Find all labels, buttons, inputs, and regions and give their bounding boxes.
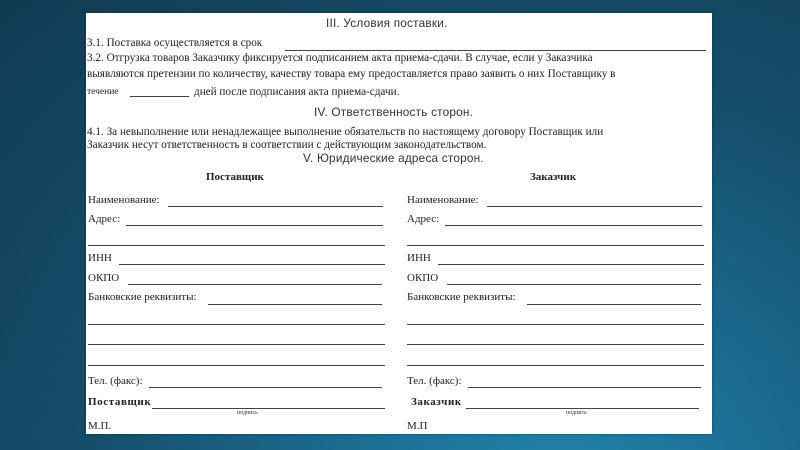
supplier-signature-field[interactable]: [152, 408, 385, 409]
clause-3-1: 3.1. Поставка осуществляется в срок: [87, 37, 263, 49]
section-4-title: IV. Ответственность сторон.: [314, 105, 474, 119]
supplier-signer-label: Поставщик: [88, 396, 152, 408]
customer-phone-field[interactable]: [468, 387, 701, 388]
supplier-address-field-2[interactable]: [88, 245, 385, 246]
clause-3-2-line-3-prefix: течение: [87, 87, 119, 97]
customer-inn-label: ИНН: [407, 252, 431, 264]
customer-bank-field[interactable]: [527, 304, 701, 305]
customer-name-label: Наименование:: [407, 194, 479, 206]
clause-3-2-line-2: выявляются претензии по количеству, качеству товара ему предоставляется право заявить о них Поставщику в: [87, 68, 616, 80]
supplier-okpo-field[interactable]: [128, 284, 382, 285]
supplier-bank-field-3[interactable]: [88, 344, 385, 345]
supplier-phone-label: Тел. (факс):: [88, 375, 143, 387]
customer-heading: Заказчик: [530, 171, 577, 183]
customer-bank-field-4[interactable]: [407, 365, 704, 366]
clause-3-2-line-3-suffix: дней после подписания акта приема-сдачи.: [194, 86, 400, 98]
supplier-bank-field-2[interactable]: [88, 324, 385, 325]
customer-phone-label: Тел. (факс):: [407, 375, 462, 387]
supplier-inn-field[interactable]: [119, 264, 385, 265]
clause-3-2-line-1: 3.2. Отгрузка товаров Заказчику фиксируется подписанием акта приема-сдачи. В случае, если у Заказчика: [87, 52, 593, 64]
customer-inn-field[interactable]: [438, 264, 704, 265]
supplier-signature-caption: подпись: [237, 410, 258, 416]
customer-okpo-label: ОКПО: [407, 272, 439, 284]
customer-signer-label: Заказчик: [411, 396, 462, 408]
customer-address-field-2[interactable]: [407, 245, 704, 246]
supplier-bank-label: Банковские реквизиты:: [88, 291, 197, 303]
supplier-phone-field[interactable]: [149, 387, 382, 388]
customer-seal-label: М.П: [407, 420, 428, 432]
customer-address-label: Адрес:: [407, 213, 440, 225]
customer-okpo-field[interactable]: [447, 284, 701, 285]
contract-page: [86, 13, 712, 434]
supplier-heading: Поставщик: [206, 171, 264, 183]
section-3-title: III. Условия поставки.: [326, 16, 448, 30]
section-5-title: V. Юридические адреса сторон.: [303, 151, 484, 165]
customer-bank-field-2[interactable]: [407, 324, 704, 325]
supplier-okpo-label: ОКПО: [88, 272, 120, 284]
customer-bank-field-3[interactable]: [407, 344, 704, 345]
supplier-inn-label: ИНН: [88, 252, 112, 264]
customer-signature-field[interactable]: [466, 408, 699, 409]
supplier-seal-label: М.П.: [88, 420, 112, 432]
supplier-name-label: Наименование:: [88, 194, 160, 206]
supplier-bank-field-4[interactable]: [88, 365, 385, 366]
supplier-bank-field[interactable]: [208, 304, 382, 305]
clause-4-1-line-2: Заказчик несут ответственность в соответствии с действующим законодательством.: [87, 139, 487, 151]
supplier-address-label: Адрес:: [88, 213, 121, 225]
supplier-name-field[interactable]: [168, 206, 383, 207]
claim-days-field[interactable]: [130, 96, 189, 97]
customer-bank-label: Банковские реквизиты:: [407, 291, 516, 303]
customer-signature-caption: подпись: [566, 410, 587, 416]
clause-4-1-line-1: 4.1. За невыполнение или ненадлежащее выполнение обязательств по настоящему договору Поставщик или: [87, 126, 604, 138]
supplier-address-field[interactable]: [126, 225, 383, 226]
delivery-term-field[interactable]: [285, 50, 706, 51]
customer-name-field[interactable]: [487, 206, 702, 207]
customer-address-field[interactable]: [445, 225, 702, 226]
